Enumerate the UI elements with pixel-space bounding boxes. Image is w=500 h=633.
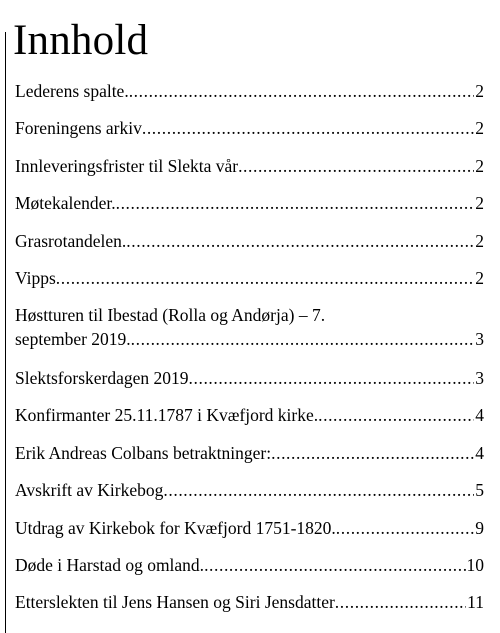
toc-entry [15,516,484,540]
toc-entry-text: Høstturen til Ibestad (Rolla og Andørja) – 7. [15,305,326,326]
toc-entry-text-continued: september 2019. [15,329,131,350]
dot-leader [126,229,474,253]
toc-entry [15,553,484,577]
toc-page-number: 4 [475,405,484,426]
toc-page-number: 2 [475,193,484,214]
dot-leader [238,154,474,178]
toc-entry [15,366,484,390]
toc-list [15,79,484,628]
dot-leader [163,478,474,502]
dot-leader [336,516,474,540]
toc-entry [15,229,484,253]
dot-leader [116,191,475,215]
dot-leader [318,403,474,427]
toc-entry-text: Grasrotandelen. [15,230,127,251]
dot-leader [204,553,465,577]
toc-entry-text: Avskrift av Kirkebog [15,480,164,501]
toc-page-number: 2 [475,267,484,288]
toc-page-number: 4 [475,442,484,463]
toc-entry-text: Konfirmanter 25.11.1787 i Kvæfjord kirke. [15,405,319,426]
toc-page-number: 2 [475,118,484,139]
toc-entry-text: Vipps [15,267,56,288]
toc-entry [15,191,484,215]
left-vertical-rule [5,32,6,633]
dot-leader [129,79,475,103]
toc-entry-text: Innleveringsfrister til Slekta vår [15,155,239,176]
toc-page-number: 11 [467,592,484,613]
toc-entry-text: Slektsforskerdagen 2019 [15,367,189,388]
dot-leader [142,116,474,140]
dot-leader [271,441,474,465]
toc-entry [15,154,484,178]
toc-page-number: 2 [475,81,484,101]
dot-leader [189,366,475,390]
toc-entry-text: Døde i Harstad og omland. [15,554,205,575]
toc-entry [15,266,484,290]
toc-page-number: 9 [475,517,484,538]
toc-entry [15,116,484,140]
toc-entry [15,590,484,614]
toc-entry-text: Etterslekten til Jens Hansen og Siri Jensdatter [15,592,335,613]
dot-leader [56,266,474,290]
toc-entry-text: Foreningens arkiv [15,118,142,139]
toc-page-number: 3 [475,329,484,350]
toc-page-number: 10 [466,554,484,575]
toc-entry [15,478,484,502]
toc-page-number: 2 [475,155,484,176]
toc-entry-text: Lederens spalte. [15,81,129,101]
toc-entry-text: Erik Andreas Colbans betraktninger: [15,442,272,463]
dot-leader [131,327,475,351]
toc-entry-text: Utdrag av Kirkebok for Kvæfjord 1751-1820. [15,517,336,538]
toc-page-number: 3 [475,367,484,388]
toc-entry [15,403,484,427]
toc-entry [15,79,484,103]
dot-leader [335,590,466,614]
toc-page-number: 2 [475,230,484,251]
toc-title: Innhold [13,17,149,64]
toc-page-number: 5 [475,480,484,501]
toc-entry-text: Møtekalender. [15,193,116,214]
toc-entry [15,303,484,351]
toc-entry [15,441,484,465]
